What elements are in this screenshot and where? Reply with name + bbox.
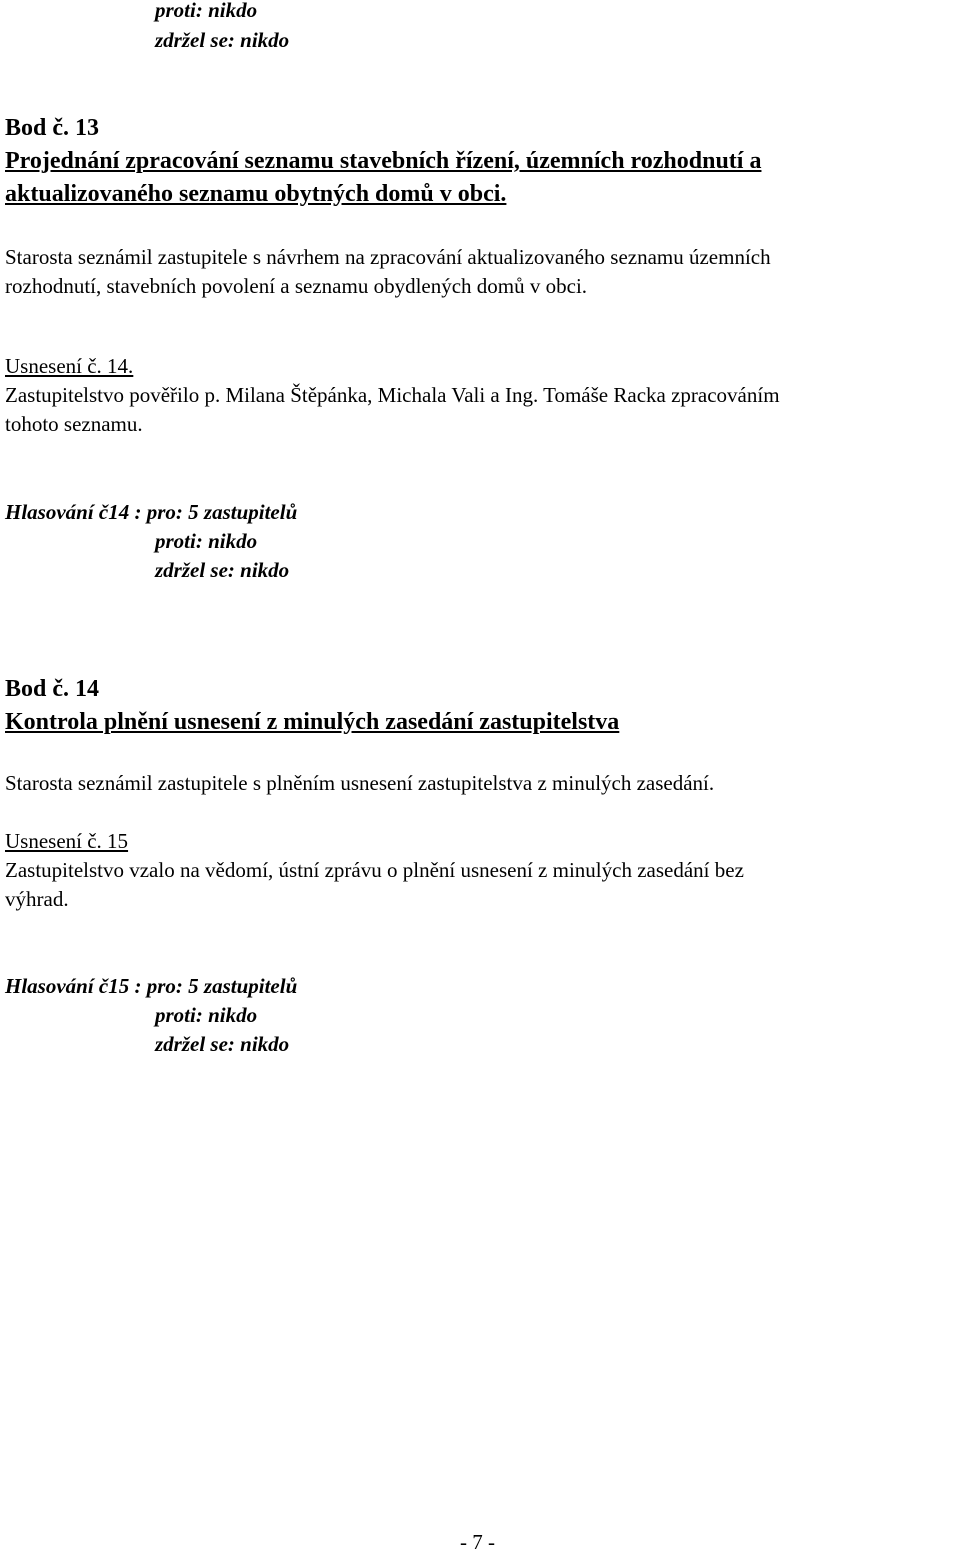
item13-vote-for: Hlasování č14 : pro: 5 zastupitelů [5, 500, 298, 524]
item14-vote-for: Hlasování č15 : pro: 5 zastupitelů [5, 974, 298, 998]
item14-text: Starosta seznámil zastupitele s plněním usnesení zastupitelstva z minulých zasedání. [5, 771, 715, 795]
top-vote-against: proti: nikdo [155, 0, 258, 22]
item13-resolution-label: Usnesení č. 14. [5, 354, 134, 378]
item13-resolution-line2: tohoto seznamu. [5, 412, 143, 436]
top-vote-abstained: zdržel se: nikdo [155, 28, 290, 52]
item14-resolution-label: Usnesení č. 15 [5, 829, 129, 853]
page-number: - 7 - [460, 1530, 495, 1554]
item14-resolution-line2: výhrad. [5, 887, 69, 911]
item13-vote-abstained: zdržel se: nikdo [155, 558, 290, 582]
item14-vote-abstained: zdržel se: nikdo [155, 1032, 290, 1056]
item14-title: Kontrola plnění usnesení z minulých zasedání zastupitelstva [5, 709, 620, 735]
item13-title-line1: Projednání zpracování seznamu stavebních řízení, územních rozhodnutí a [5, 148, 762, 174]
item13-title-line2: aktualizovaného seznamu obytných domů v obci. [5, 181, 507, 207]
item14-label: Bod č. 14 [5, 676, 100, 702]
item14-resolution-line1: Zastupitelstvo vzalo na vědomí, ústní zprávu o plnění usnesení z minulých zasedání bez [5, 858, 744, 882]
item13-resolution-line1: Zastupitelstvo pověřilo p. Milana Štěpánka, Michala Vali a Ing. Tomáše Racka zpracováním [5, 383, 780, 407]
item13-vote-against: proti: nikdo [155, 529, 258, 553]
item13-label: Bod č. 13 [5, 115, 100, 141]
item14-vote-against: proti: nikdo [155, 1003, 258, 1027]
item13-text-line1: Starosta seznámil zastupitele s návrhem na zpracování aktualizovaného seznamu územních [5, 245, 771, 269]
item13-text-line2: rozhodnutí, stavebních povolení a seznamu obydlených domů v obci. [5, 274, 588, 298]
